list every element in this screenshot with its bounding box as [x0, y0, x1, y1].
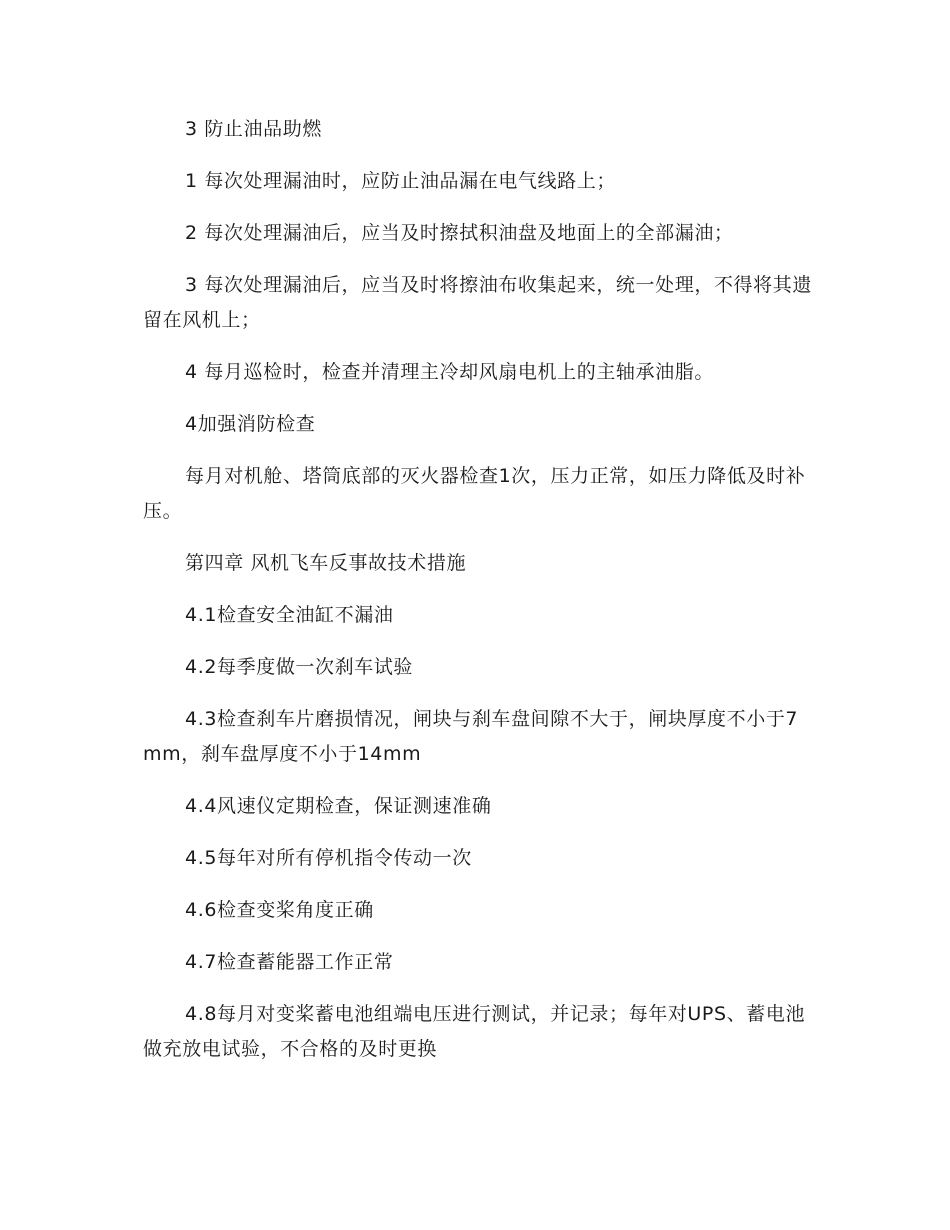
list-item: 4.2每季度做一次刹车试验 [185, 656, 414, 678]
list-item: 3 每次处理漏油后，应当及时将擦油布收集起来，统一处理，不得将其遗留在风机上； [143, 274, 812, 331]
list-item: 4.3检查刹车片磨损情况，闸块与刹车盘间隙不大于，闸块厚度不小于7mm，刹车盘厚度不小于14mm [143, 708, 799, 765]
list-item: 1 每次处理漏油时，应防止油品漏在电气线路上； [185, 170, 616, 192]
chapter-heading: 第四章 风机飞车反事故技术措施 [185, 552, 467, 574]
list-item: 4.6检查变桨角度正确 [185, 899, 374, 921]
section-heading-oil-fire-prevention: 3 防止油品助燃 [185, 118, 322, 140]
list-item: 4.5每年对所有停机指令传动一次 [185, 847, 472, 869]
section-heading-fire-inspection: 4加强消防检查 [185, 413, 316, 435]
list-item: 2 每次处理漏油后，应当及时擦拭积油盘及地面上的全部漏油； [185, 222, 734, 244]
list-item: 4.7检查蓄能器工作正常 [185, 951, 394, 973]
paragraph: 每月对机舱、塔筒底部的灭火器检查1次，压力正常，如压力降低及时补压。 [143, 465, 806, 522]
list-item: 4.4风速仪定期检查，保证测速准确 [185, 795, 492, 817]
document-body [143, 112, 813, 1084]
list-item: 4 每月巡检时，检查并清理主冷却风扇电机上的主轴承油脂。 [185, 361, 714, 383]
list-item: 4.1检查安全油缸不漏油 [185, 604, 394, 626]
list-item: 4.8每月对变桨蓄电池组端电压进行测试，并记录；每年对UPS、蓄电池做充放电试验，不合格的及时更换 [143, 1003, 806, 1060]
